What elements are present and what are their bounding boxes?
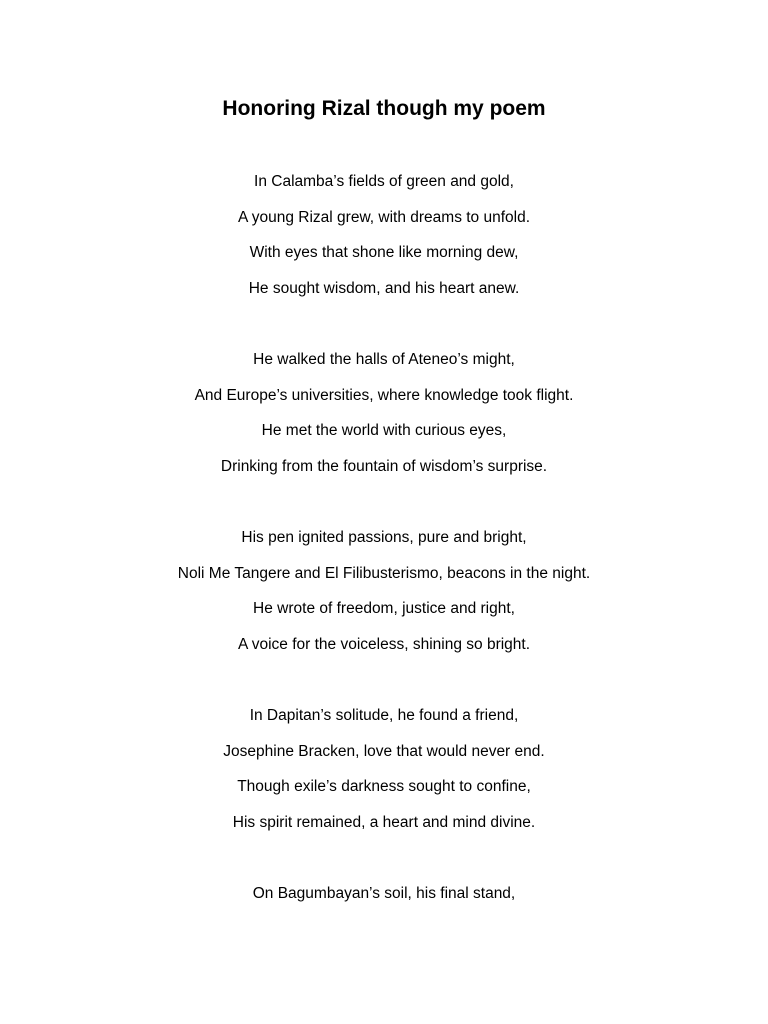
- stanza-2: [0, 346, 768, 488]
- poem-line: A young Rizal grew, with dreams to unfold.: [237, 208, 531, 226]
- poem-line: He walked the halls of Ateneo’s might,: [253, 350, 515, 368]
- poem-line: With eyes that shone like morning dew,: [249, 244, 519, 262]
- stanza-3: [0, 524, 768, 666]
- poem-line: He wrote of freedom, justice and right,: [253, 600, 515, 618]
- poem-line: He sought wisdom, and his heart anew.: [248, 279, 520, 297]
- poem-line: His pen ignited passions, pure and bright,: [241, 528, 527, 546]
- poem-line: On Bagumbayan’s soil, his final stand,: [252, 884, 516, 902]
- poem-line: He met the world with curious eyes,: [261, 422, 507, 440]
- poem-line: A voice for the voiceless, shining so bright.: [237, 635, 531, 653]
- poem-line: Though exile’s darkness sought to confine,: [237, 778, 531, 796]
- poem-line: His spirit remained, a heart and mind divine.: [232, 813, 536, 831]
- stanza-1: [0, 168, 768, 310]
- stanza-5: [0, 880, 768, 916]
- poem-body: [0, 168, 768, 951]
- poem-line: Josephine Bracken, love that would never end.: [223, 742, 545, 760]
- poem-line: In Dapitan’s solitude, he found a friend,: [249, 706, 519, 724]
- poem-line: In Calamba’s fields of green and gold,: [254, 173, 514, 190]
- poem-line: Drinking from the fountain of wisdom’s surprise.: [220, 457, 548, 475]
- poem-line: Noli Me Tangere and El Filibusterismo, beacons in the night.: [177, 564, 591, 582]
- poem-line: And Europe’s universities, where knowledge took flight.: [194, 386, 574, 404]
- stanza-4: [0, 702, 768, 844]
- page-title: Honoring Rizal though my poem: [222, 97, 546, 120]
